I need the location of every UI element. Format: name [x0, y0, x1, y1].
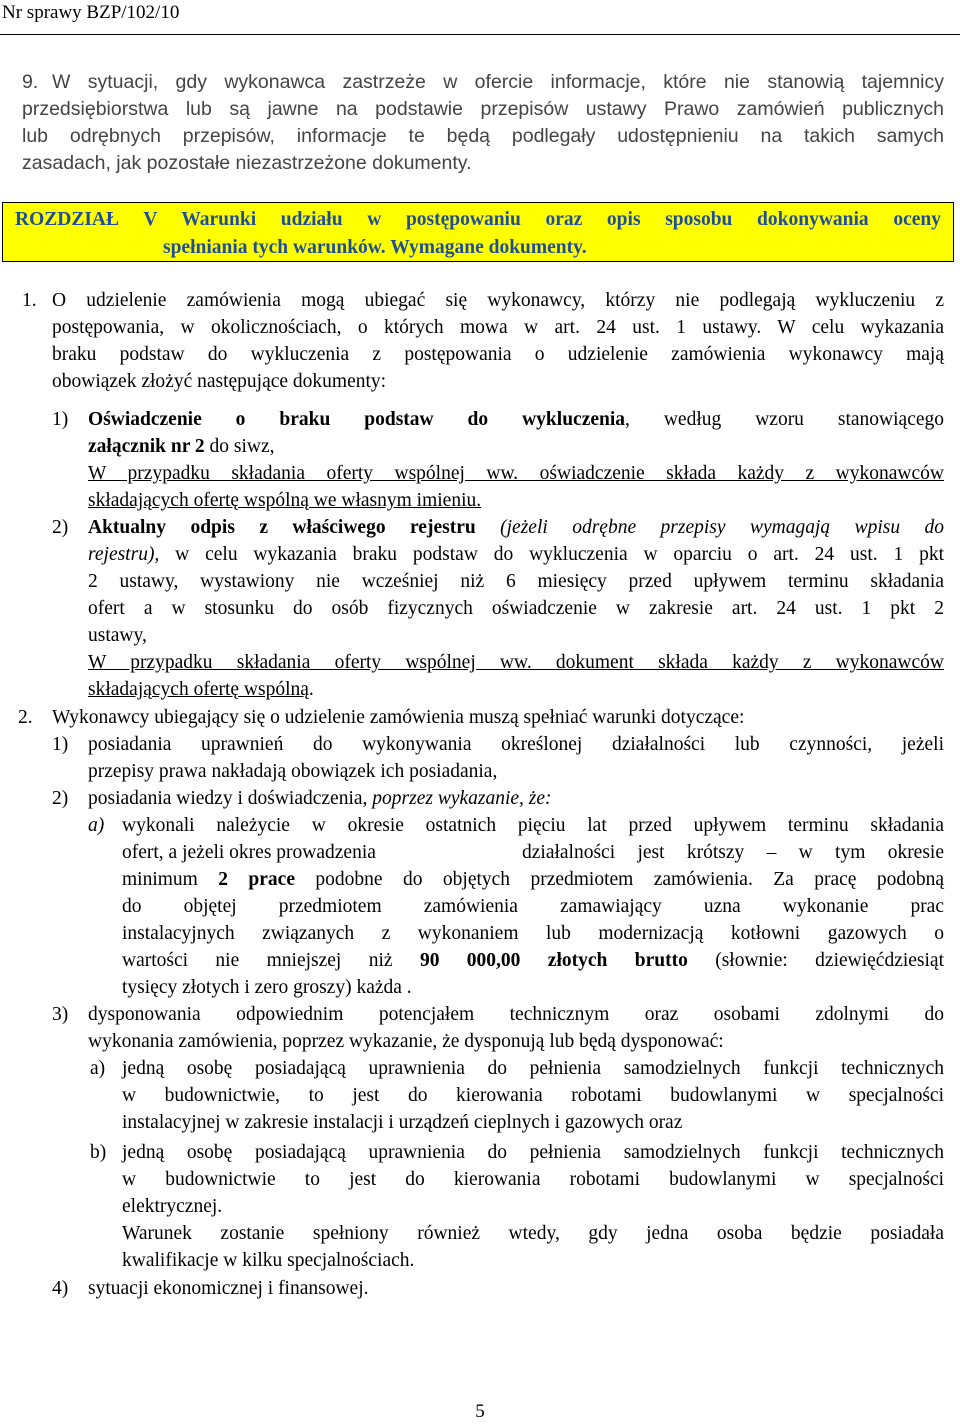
- section-9-line-3: lub odrębnych przepisów, informacje te będą podlegały udostępnieniu na takich samych: [22, 125, 944, 147]
- item-1-note-line-1: W przypadku składania oferty wspólnej ww. oświadczenie składa każdy z wykonawców: [88, 463, 944, 484]
- condition-3-line-1: dysponowania odpowiednim potencjałem technicznym oraz osobami zdolnymi do: [88, 1004, 944, 1025]
- condition-2a-label: a): [88, 815, 105, 836]
- paragraph-1-line-4: obowiązek złożyć następujące dokumenty:: [52, 371, 387, 392]
- item-1-text-2: do siwz,: [204, 436, 275, 457]
- item-2-line-2: [88, 541, 944, 568]
- item-1-text: , według wzoru stanowiącego: [625, 409, 945, 430]
- condition-2a-line-1: wykonali należycie w okresie ostatnich pięciu lat przed upływem terminu składania: [122, 815, 944, 836]
- condition-2a-line-3: [122, 866, 944, 893]
- item-2-note-tail: .: [308, 679, 314, 700]
- item-1-line-1: [88, 406, 944, 433]
- condition-3b-line-1: jedną osobę posiadającą uprawnienia do pełnienia samodzielnych funkcji technicznych: [122, 1142, 944, 1163]
- page-number: 5: [475, 1401, 485, 1422]
- header-divider: [0, 34, 960, 35]
- item-1-line-2: [88, 433, 275, 460]
- item-2-number: 2): [52, 517, 69, 538]
- item-2-note-line-2: [88, 676, 314, 703]
- condition-3a-label: a): [90, 1058, 106, 1079]
- item-2-italic: (jeżeli odrębne przepisy wymagają wpisu do: [500, 517, 945, 538]
- condition-1-line-2: przepisy prawa nakładają obowiązek ich posiadania,: [88, 761, 498, 782]
- item-2-line-5: ustawy,: [88, 625, 147, 646]
- item-2-italic-2: rejestru),: [88, 544, 160, 565]
- condition-2a-line-6: [122, 947, 944, 974]
- condition-2a-line-2b: działalności jest krótszy – w tym okresie: [522, 842, 944, 863]
- paragraph-1-line-3: braku podstaw do wykluczenia z postępowania o udzielenie zamówienia wykonawcy mają: [52, 344, 944, 365]
- similar-text: podobne do objętych przedmiotem zamówienia. Za pracę podobną: [295, 869, 945, 890]
- condition-3-note-line-1: Warunek zostanie spełniony również wtedy, gdy jedna osoba będzie posiadała: [122, 1223, 944, 1244]
- condition-3b-label: b): [90, 1142, 107, 1163]
- condition-2-italic: poprzez wykazanie, że:: [372, 788, 552, 809]
- value-amount: 90 000,00 złotych brutto: [419, 950, 688, 971]
- item-2-text: w celu wykazania braku podstaw do wykluczenia w oparciu o art. 24 ust. 1 pkt: [159, 544, 944, 565]
- condition-3-number: 3): [52, 1004, 69, 1025]
- paragraph-2-number: 2.: [18, 707, 33, 728]
- condition-2a-line-7: tysięcy złotych i zero groszy) każda .: [122, 977, 412, 998]
- value-words: (słownie: dziewięćdziesiąt: [687, 950, 945, 971]
- item-2-note-line-1: W przypadku składania oferty wspólnej ww. dokument składa każdy z wykonawców: [88, 652, 944, 673]
- section-9-line-1: W sytuacji, gdy wykonawca zastrzeże w ofercie informacje, które nie stanowią tajemnicy: [52, 71, 944, 93]
- item-2-note-text: składających ofertę wspólną: [88, 679, 309, 700]
- chapter-heading: [2, 202, 954, 262]
- condition-3a-line-3: instalacyjnej w zakresie instalacji i urządzeń cieplnych i gazowych oraz: [122, 1112, 683, 1133]
- condition-2a-line-2a: ofert, a jeżeli okres prowadzenia: [122, 842, 376, 863]
- item-2-title: Aktualny odpis z właściwego rejestru: [88, 517, 476, 538]
- item-2-line-1: [88, 514, 944, 541]
- paragraph-2-intro: Wykonawcy ubiegający się o udzielenie zamówienia muszą spełniać warunki dotyczące:: [52, 707, 745, 728]
- condition-2a-line-4: do objętej przedmiotem zamówienia zamawiający uzna wykonanie prac: [122, 896, 944, 917]
- condition-4-number: 4): [52, 1278, 69, 1299]
- condition-3-line-2: wykonania zamówienia, poprzez wykazanie, że dysponują lub będą dysponować:: [88, 1031, 724, 1052]
- section-9-line-4: zasadach, jak pozostałe niezastrzeżone dokumenty.: [22, 152, 472, 174]
- condition-3-note-line-2: kwalifikacje w kilku specjalnościach.: [122, 1250, 415, 1271]
- paragraph-1-line-1: O udzielenie zamówienia mogą ubiegać się wykonawcy, którzy nie podlegają wykluczeniu z: [52, 290, 944, 311]
- condition-2-number: 2): [52, 788, 69, 809]
- paragraph-1-line-2: postępowania, w okolicznościach, o których mowa w art. 24 ust. 1 ustawy. W celu wykazania: [52, 317, 944, 338]
- condition-2-line-1: [88, 785, 552, 812]
- chapter-heading-line-1: ROZDZIAŁ V Warunki udziału w postępowaniu oraz opis sposobu dokonywania oceny: [15, 209, 941, 230]
- attachment-ref: załącznik nr 2: [88, 436, 205, 457]
- case-number-header: Nr sprawy BZP/102/10: [2, 2, 180, 23]
- item-2-line-3: 2 ustawy, wystawiony nie wcześniej niż 6 miesięcy przed upływem terminu składania: [88, 571, 944, 592]
- section-9-line-2: przedsiębiorstwa lub są jawne na podstawie przepisów ustawy Prawo zamówień publicznych: [22, 98, 944, 120]
- condition-3a-line-1: jedną osobę posiadającą uprawnienia do pełnienia samodzielnych funkcji technicznych: [122, 1058, 944, 1079]
- condition-4-line-1: sytuacji ekonomicznej i finansowej.: [88, 1278, 369, 1299]
- value-text: wartości nie mniejszej niż: [122, 950, 420, 971]
- condition-3b-line-3: elektrycznej.: [122, 1196, 223, 1217]
- min-text: minimum: [122, 869, 219, 890]
- condition-1-line-1: posiadania uprawnień do wykonywania określonej działalności lub czynności, jeżeli: [88, 734, 944, 755]
- item-1-number: 1): [52, 409, 69, 430]
- condition-2-text: posiadania wiedzy i doświadczenia,: [88, 788, 373, 809]
- chapter-heading-line-2: spełniania tych warunków. Wymagane dokumenty.: [163, 237, 587, 258]
- section-9-number: 9.: [22, 71, 39, 93]
- item-2-line-4: ofert a w stosunku do osób fizycznych oświadczenie w zakresie art. 24 ust. 1 pkt 2: [88, 598, 944, 619]
- item-1-title: Oświadczenie o braku podstaw do wykluczenia: [88, 409, 626, 430]
- condition-1-number: 1): [52, 734, 69, 755]
- paragraph-1-number: 1.: [22, 290, 37, 311]
- item-1-note-line-2: składających ofertę wspólną we własnym imieniu.: [88, 490, 482, 511]
- works-count: 2 prace: [218, 869, 295, 890]
- condition-2a-line-5: instalacyjnych związanych z wykonaniem lub modernizacją kotłowni gazowych o: [122, 923, 944, 944]
- condition-3a-line-2: w budownictwie, to jest do kierowania robotami budowlanymi w specjalności: [122, 1085, 944, 1106]
- condition-3b-line-2: w budownictwie to jest do kierowania robotami budowlanymi w specjalności: [122, 1169, 944, 1190]
